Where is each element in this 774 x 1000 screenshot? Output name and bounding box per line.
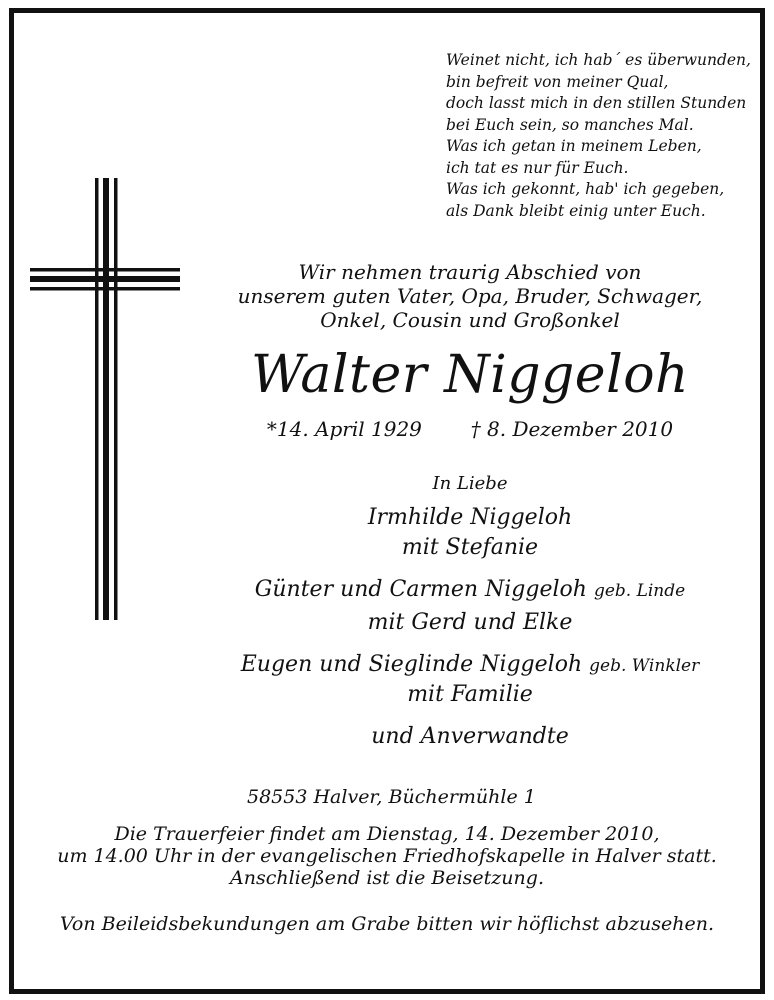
funeral-info: [50, 823, 724, 889]
funeral-info-line: Anschließend ist die Beisetzung.: [230, 867, 544, 889]
family-entry-2-line-2: mit Gerd und Elke: [367, 610, 573, 635]
poem-line: ich tat es nur für Euch.: [446, 158, 629, 177]
poem-line: bin befreit von meiner Qual,: [446, 72, 669, 91]
address: 58553 Halver, Büchermühle 1: [247, 786, 536, 808]
intro-line: Onkel, Cousin und Großonkel: [320, 308, 620, 332]
death-date: † 8. Dezember 2010: [470, 417, 674, 441]
family-entry-3-maiden-name: geb. Winkler: [589, 656, 700, 676]
in-liebe-label: In Liebe: [432, 473, 508, 494]
intro-line: unserem guten Vater, Opa, Bruder, Schwager,: [237, 284, 703, 308]
poem-line: Weinet nicht, ich hab´ es überwunden,: [446, 51, 751, 69]
poem-line: als Dank bleibt einig unter Euch.: [446, 201, 706, 220]
family-entry-2-maiden-name: geb. Linde: [593, 581, 686, 601]
family-entry-2-line-1: [140, 575, 774, 606]
poem-line: Was ich getan in meinem Leben,: [446, 137, 702, 155]
poem-line: Was ich gekonnt, hab' ich gegeben,: [446, 180, 725, 198]
poem-line: bei Euch sein, so manches Mal.: [446, 115, 694, 134]
life-dates: [140, 415, 774, 443]
funeral-info-line: Die Trauerfeier findet am Dienstag, 14. Dezember 2010,: [114, 823, 660, 845]
deceased-name: Walter Niggeloh: [250, 345, 690, 405]
family-entry-4: und Anverwandte: [371, 724, 569, 749]
family-entry-3-line-1: [140, 650, 774, 681]
family-entry-3-line-2: mit Familie: [407, 682, 533, 707]
intro-text: [140, 260, 774, 332]
poem: [446, 50, 751, 222]
poem-line: doch lasst mich in den stillen Stunden: [446, 94, 747, 112]
family-entry-3-names: Eugen und Sieglinde Niggeloh: [240, 652, 583, 677]
condolence-note: Von Beileidsbekundungen am Grabe bitten wir höflichst abzusehen.: [59, 913, 715, 935]
family-entry-1-line-2: mit Stefanie: [401, 535, 539, 560]
family-entry-2-names: Günter und Carmen Niggeloh: [254, 577, 587, 602]
family-entry-1-line-1: Irmhilde Niggeloh: [367, 505, 573, 530]
birth-date: *14. April 1929: [266, 417, 422, 441]
funeral-info-line: um 14.00 Uhr in der evangelischen Friedhofskapelle in Halver statt.: [57, 845, 717, 867]
intro-line: Wir nehmen traurig Abschied von: [298, 260, 642, 284]
